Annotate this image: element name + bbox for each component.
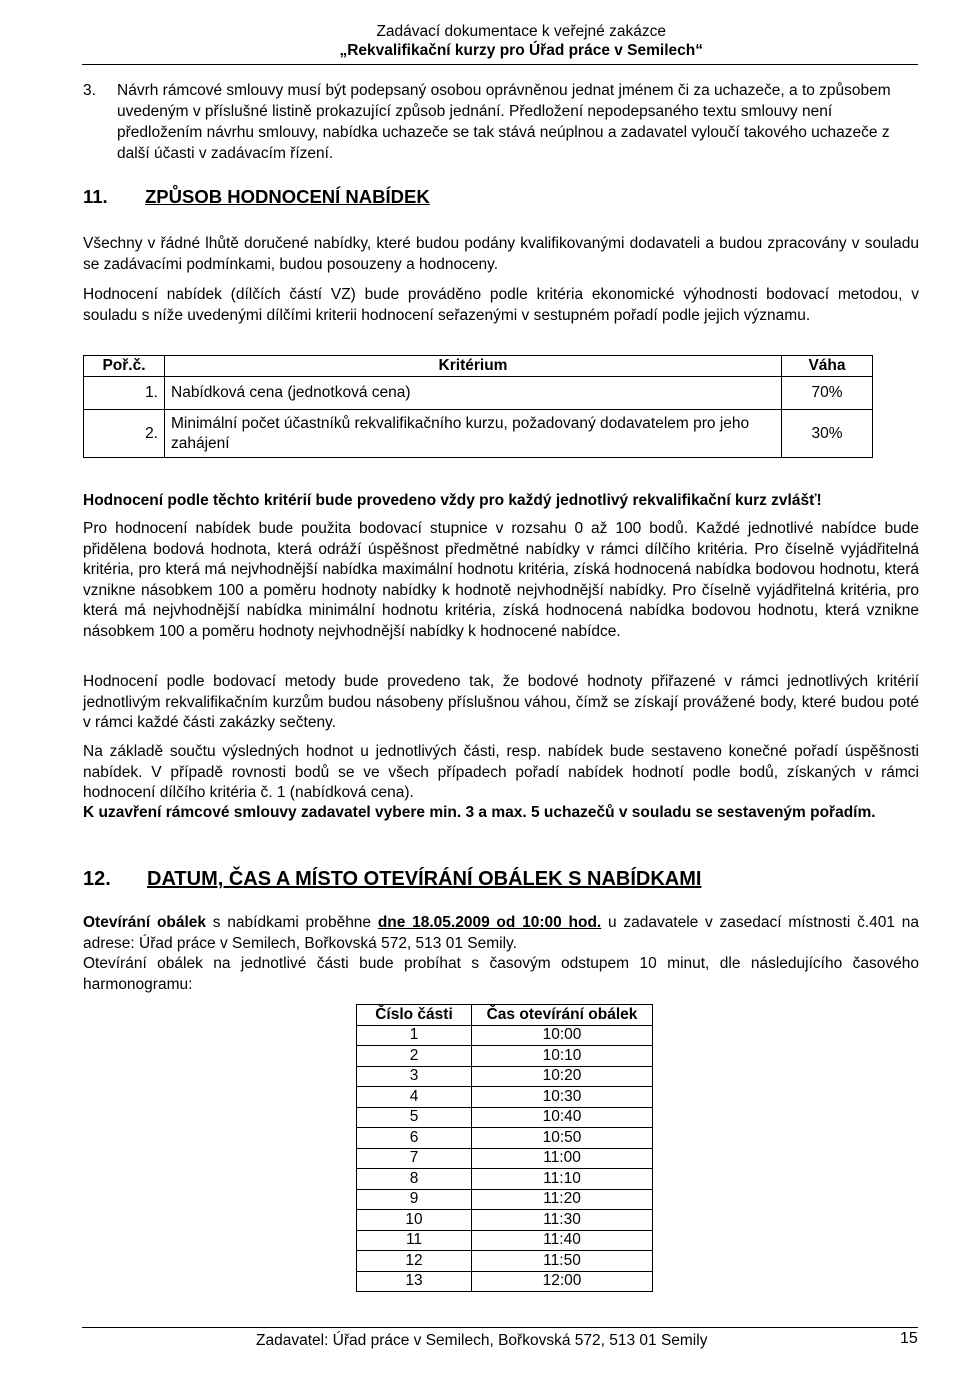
schedule-table-body [357, 1025, 653, 1292]
section-number: 11. [83, 186, 108, 207]
cell-opening-time: 11:10 [472, 1169, 653, 1190]
section-11-paragraph-6: K uzavření rámcové smlouvy zadavatel vybere min. 3 a max. 5 uchazečů v souladu se sestaveným pořadím. [83, 804, 876, 821]
cell-opening-time: 11:50 [472, 1251, 653, 1272]
table-row [357, 1066, 653, 1087]
cell-criterion: Minimální počet účastníků rekvalifikačního kurzu, požadovaný dodavatelem pro jeho zahájení [165, 410, 782, 458]
footer-text: Zadavatel: Úřad práce v Semilech, Bořkovská 572, 513 01 Semily [256, 1332, 708, 1349]
table-row [357, 1148, 653, 1169]
table-row [357, 1087, 653, 1108]
section-12-paragraph-2: Otevírání obálek na jednotlivé části bude probíhat s časovým odstupem 10 minut, dle následujícího časového harmonogramu: [83, 955, 919, 993]
cell-part-number: 10 [357, 1210, 472, 1231]
page-header [339, 22, 703, 60]
table-row [357, 1128, 653, 1149]
cell-part-number: 13 [357, 1271, 472, 1292]
bold-note: Hodnocení podle těchto kritérií bude provedeno vždy pro každý jednotlivý rekvalifikační kurz zvlášť! [83, 492, 822, 509]
section-11-paragraph-5: Na základě součtu výsledných hodnot u jednotlivých části, resp. nabídek bude sestaveno konečné pořadí úspěšnosti nabídek. V případě rovnosti bodů se ve všech případech pořadí nabídek hodnotí podle bodů, získaných v rámci hodnocení dílčího kritéria č. 1 (nabídková cena). [83, 743, 919, 802]
table-row [357, 1046, 653, 1067]
cell-part-number: 8 [357, 1169, 472, 1190]
section-11-heading [83, 186, 430, 208]
table-row [357, 1025, 653, 1046]
cell-opening-time: 11:00 [472, 1148, 653, 1169]
cell-opening-time: 10:50 [472, 1128, 653, 1149]
cell-opening-time: 11:40 [472, 1230, 653, 1251]
header-weight: Váha [782, 356, 873, 377]
header-order: Poř.č. [84, 356, 165, 377]
cell-weight: 70% [782, 377, 873, 410]
footer-divider [82, 1327, 918, 1328]
cell-part-number: 2 [357, 1046, 472, 1067]
list-item-text: Návrh rámcové smlouvy musí být podepsaný osobou oprávněnou jednat jménem či za uchazeče, a to způsobem uvedeným v příslušné listině prokazující způsob jednání. Předložení nepodepsaného textu smlouvy není předložením návrhu smlouvy, nabídka uchazeče se tak stává neúplnou a zadavatel vyloučí takového uchazeče z další účasti v zadávacím řízení. [117, 82, 891, 162]
cell-opening-time: 11:30 [472, 1210, 653, 1231]
list-item-number: 3. [83, 82, 96, 99]
list-item-3 [83, 80, 919, 164]
table-row [357, 1210, 653, 1231]
section-number: 12. [83, 868, 111, 890]
cell-opening-time: 10:30 [472, 1087, 653, 1108]
section-11-paragraph-2: Hodnocení nabídek (dílčích částí VZ) bude prováděno podle kritéria ekonomické výhodnosti bodovací metodou, v souladu s níže uvedenými dílčími kriterii hodnocení seřazenými v sestupném pořadí podle jejich významu. [83, 286, 919, 324]
cell-weight: 30% [782, 410, 873, 458]
section-12-paragraph-1 [83, 913, 919, 954]
table-row [357, 1251, 653, 1272]
cell-opening-time: 10:00 [472, 1025, 653, 1046]
header-part-number: Číslo části [357, 1005, 472, 1026]
opening-label: Otevírání obálek [83, 914, 207, 931]
criteria-table-header [84, 356, 873, 377]
cell-opening-time: 10:10 [472, 1046, 653, 1067]
cell-order: 1. [84, 377, 165, 410]
table-row [357, 1107, 653, 1128]
header-divider [82, 64, 918, 65]
cell-part-number: 7 [357, 1148, 472, 1169]
opening-text-2: u zadavatele v zasedací místnosti č.401 na adrese: Úřad práce v Semilech, Bořkovská 572, 513 01 Semily. [83, 914, 919, 952]
table-row [357, 1271, 653, 1292]
schedule-table-header [357, 1005, 653, 1026]
schedule-table [356, 1004, 653, 1292]
opening-date: dne 18.05.2009 od 10:00 hod. [377, 914, 602, 931]
cell-opening-time: 10:20 [472, 1066, 653, 1087]
header-line-2: „Rekvalifikační kurzy pro Úřad práce v Semilech“ [339, 42, 703, 59]
table-row [357, 1169, 653, 1190]
table-row [357, 1230, 653, 1251]
section-12-heading [83, 868, 701, 891]
cell-opening-time: 11:20 [472, 1189, 653, 1210]
cell-opening-time: 12:00 [472, 1271, 653, 1292]
cell-part-number: 11 [357, 1230, 472, 1251]
cell-part-number: 9 [357, 1189, 472, 1210]
header-criterion: Kritérium [165, 356, 782, 377]
criteria-table [83, 355, 873, 458]
cell-part-number: 4 [357, 1087, 472, 1108]
page-number: 15 [900, 1330, 918, 1347]
header-opening-time: Čas otevírání obálek [472, 1005, 653, 1026]
section-11-paragraph-1: Všechny v řádné lhůtě doručené nabídky, které budou podány kvalifikovanými dodavateli a budou zpracovány v souladu se zadávacími podmínkami, budou posouzeny a hodnoceny. [83, 235, 919, 273]
table-row [84, 377, 873, 410]
cell-criterion: Nabídková cena (jednotková cena) [165, 377, 782, 410]
table-row [84, 410, 873, 458]
cell-part-number: 3 [357, 1066, 472, 1087]
cell-part-number: 12 [357, 1251, 472, 1272]
cell-part-number: 5 [357, 1107, 472, 1128]
cell-opening-time: 10:40 [472, 1107, 653, 1128]
section-11-paragraph-4: Hodnocení podle bodovací metody bude provedeno tak, že bodové hodnoty přiřazené v rámci jednotlivých kritérií jednotlivým rekvalifikačním kurzům budou násobeny příslušnou váhou, čímž se získají provážené body, které budou poté v rámci každé části zakázky sečteny. [83, 673, 919, 732]
opening-text-1: s nabídkami proběhne [206, 914, 378, 931]
cell-part-number: 1 [357, 1025, 472, 1046]
cell-part-number: 6 [357, 1128, 472, 1149]
section-title: DATUM, ČAS A MÍSTO OTEVÍRÁNÍ OBÁLEK S NABÍDKAMI [147, 868, 702, 890]
header-line-1: Zadávací dokumentace k veřejné zakázce [376, 23, 666, 40]
table-row [357, 1189, 653, 1210]
section-title: ZPŮSOB HODNOCENÍ NABÍDEK [145, 186, 430, 207]
section-11-paragraph-3: Pro hodnocení nabídek bude použita bodovací stupnice v rozsahu 0 až 100 bodů. Každé jednotlivé nabídce bude přidělena bodová hodnota, která odráží úspěšnost předmětné nabídky v rámci dílčího kritéria. Pro číselně vyjádřitelná kritéria, pro která má nejvhodnější nabídka maximální hodnotu kritéria, získá hodnocená nabídka bodovou hodnotu, která vznikne násobkem 100 a poměru hodnoty nabídky k hodnotě nejvhodnější nabídky. Pro číselně vyjádřitelná kritéria, pro která má nejvhodnější nabídka minimální hodnotu kritéria, získá hodnocená nabídka bodovou hodnotu, která vznikne násobkem 100 a poměru hodnoty nejvhodnější nabídky k hodnocené nabídce. [83, 520, 919, 640]
cell-order: 2. [84, 410, 165, 458]
